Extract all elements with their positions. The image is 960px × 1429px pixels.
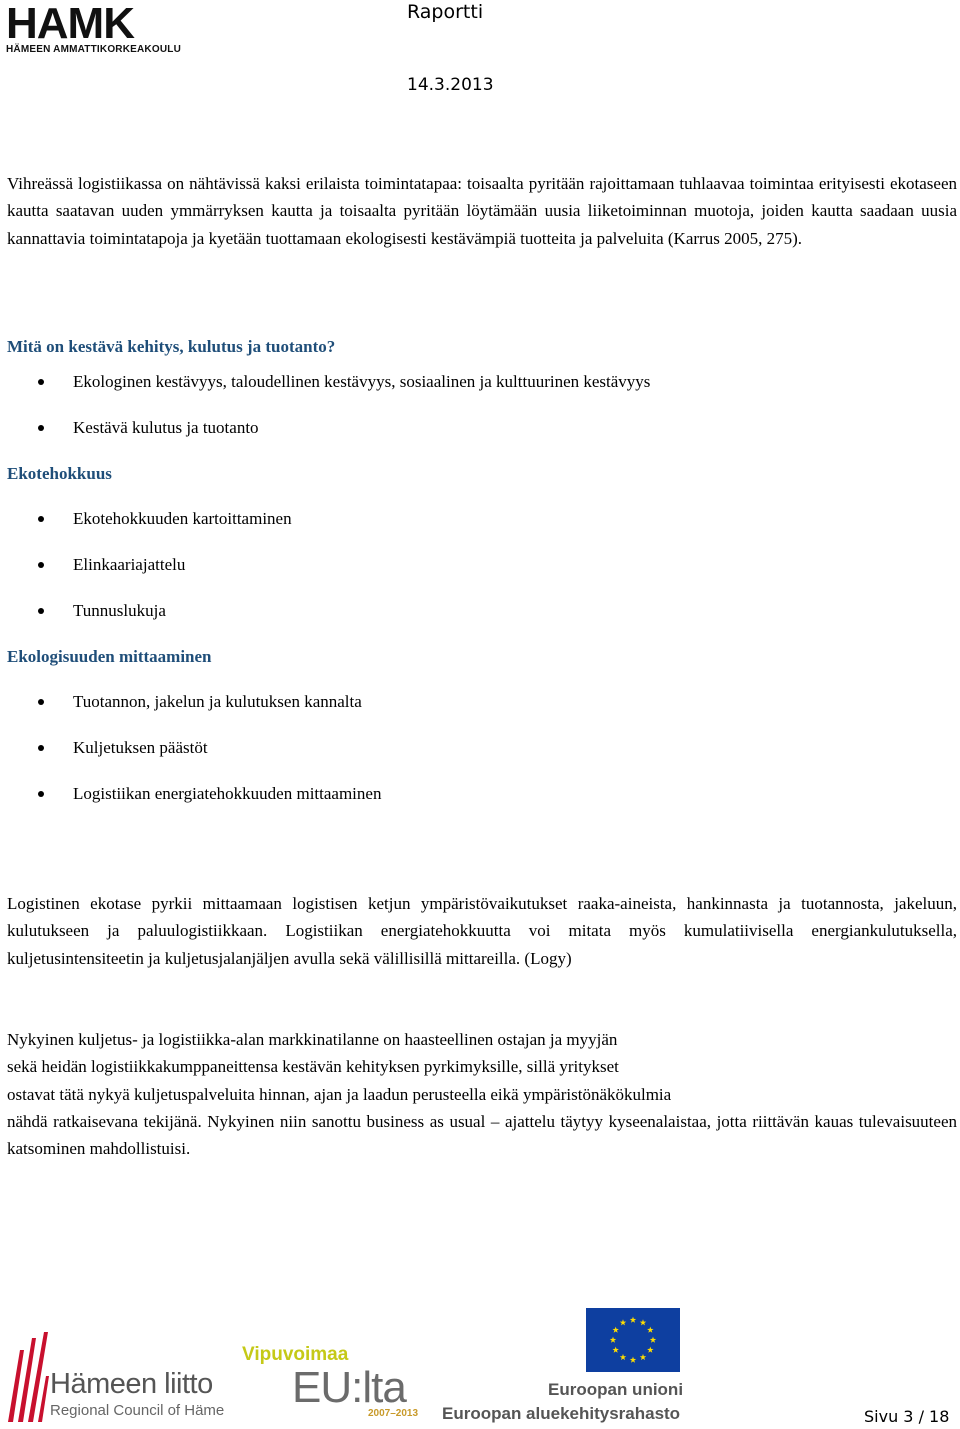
vipuvoimaa-logo	[242, 1344, 422, 1424]
list-item	[0, 600, 292, 646]
list-item-text: Elinkaariajattelu	[73, 555, 186, 574]
section-heading-sustainable-development: Mitä on kestävä kehitys, kulutus ja tuotanto?	[7, 337, 336, 356]
eu-union-name: Euroopan unioni	[548, 1380, 684, 1399]
list-item-text: Kuljetuksen päästöt	[73, 738, 208, 757]
hamk-logo-text: HAMK	[6, 0, 134, 48]
page-number: Sivu 3 / 18	[864, 1407, 950, 1426]
list-item-text: Tunnuslukuja	[73, 601, 166, 620]
list-item	[0, 554, 292, 600]
paragraph-line: sekä heidän logistiikkakumppaneittensa kestävän kehityksen pyrkimyksille, sillä yritykset	[7, 1057, 619, 1077]
bullet-icon	[38, 379, 44, 385]
bullet-icon	[38, 791, 44, 797]
eu-fund-name: Euroopan aluekehitysrahasto	[442, 1404, 681, 1423]
report-title: Raportti	[407, 1, 484, 23]
list-item	[0, 417, 650, 463]
paragraph-line: ostavat tätä nykyä kuljetuspalveluita hinnan, ajan ja laadun perusteella eikä ympäristönäkökulmia	[7, 1084, 672, 1104]
section-heading-ekotehokkuus: Ekotehokkuus	[7, 464, 112, 483]
report-date: 14.3.2013	[407, 75, 494, 95]
list-item	[0, 508, 292, 554]
vipuvoimaa-text: Vipuvoimaa	[242, 1344, 349, 1365]
list-item	[0, 371, 650, 417]
hameen-liitto-name: Hämeen liitto	[50, 1368, 213, 1400]
intro-paragraph: Vihreässä logistiikassa on nähtävissä kaksi erilaista toimintatapaa: toisaalta pyritään rajoittamaan tuhlaavaa toimintaa erityisesti ekotaseen kautta saatavan uuden ymmärryksen kautta ja toisaalta pyritään löytämään uusia liiketoiminnan muotoja, joiden kautta saadaan uusia kannattavia toimintatapoja ja kyetään tuottamaan ekologisesti kestävämpiä tuotteita ja palveluita (Karrus 2005, 275).	[7, 174, 957, 248]
eu-logo	[442, 1308, 692, 1426]
ekotase-paragraph: Logistinen ekotase pyrkii mittaamaan logistisen ketjun ympäristövaikutukset raaka-aineista, hankinnasta ja tuotannosta, jakeluun, kulutukseen ja paluulogistiikkaan. Logistiikan energiatehokkuutta voi mitata myös kumulatiivisella energiankulutuksella, kuljetusintensiteetin ja kuljetusjalanjäljen avulla sekä välillisillä mittareilla. (Logy)	[7, 894, 957, 968]
bullet-list-ekotehokkuus	[0, 508, 292, 646]
list-item-text: Tuotannon, jakelun ja kulutuksen kannalta	[73, 692, 362, 711]
list-item	[0, 691, 381, 737]
section-heading-ekologisuuden-mittaaminen: Ekologisuuden mittaaminen	[7, 647, 212, 666]
list-item	[0, 737, 381, 783]
list-item-text: Ekologinen kestävyys, taloudellinen kestävyys, sosiaalinen ja kulttuurinen kestävyys	[73, 372, 651, 391]
hameen-liitto-logo	[6, 1330, 226, 1425]
bullet-icon	[38, 608, 44, 614]
vipuvoimaa-years: 2007–2013	[368, 1408, 419, 1419]
market-paragraph-lines	[7, 1026, 957, 1108]
bullet-icon	[38, 745, 44, 751]
bullet-icon	[38, 516, 44, 522]
hameen-liitto-stripes-icon	[6, 1330, 50, 1425]
list-item-text: Logistiikan energiatehokkuuden mittaaminen	[73, 784, 382, 803]
list-item-text: Kestävä kulutus ja tuotanto	[73, 418, 259, 437]
vipuvoimaa-eu-text: EU:lta	[292, 1363, 406, 1412]
market-paragraph-tail: nähdä ratkaisevana tekijänä. Nykyinen niin sanottu business as usual – ajattelu täytyy kyseenalaistaa, jotta riittävän kauas tulevaisuuteen katsominen mahdollistuisi.	[7, 1112, 957, 1159]
hameen-liitto-subtitle: Regional Council of Häme	[50, 1402, 225, 1419]
bullet-icon	[38, 699, 44, 705]
list-item	[0, 783, 381, 829]
list-item-text: Ekotehokkuuden kartoittaminen	[73, 509, 292, 528]
eu-flag-icon	[586, 1308, 680, 1372]
hamk-logo	[6, 0, 206, 56]
bullet-list-sustainability	[0, 371, 650, 463]
bullet-list-mittaaminen	[0, 691, 381, 829]
paragraph-line: Nykyinen kuljetus- ja logistiikka-alan markkinatilanne on haasteellinen ostajan ja myyjän	[7, 1030, 618, 1049]
hamk-logo-subtitle: HÄMEEN AMMATTIKORKEAKOULU	[6, 44, 181, 55]
bullet-icon	[38, 562, 44, 568]
bullet-icon	[38, 425, 44, 431]
